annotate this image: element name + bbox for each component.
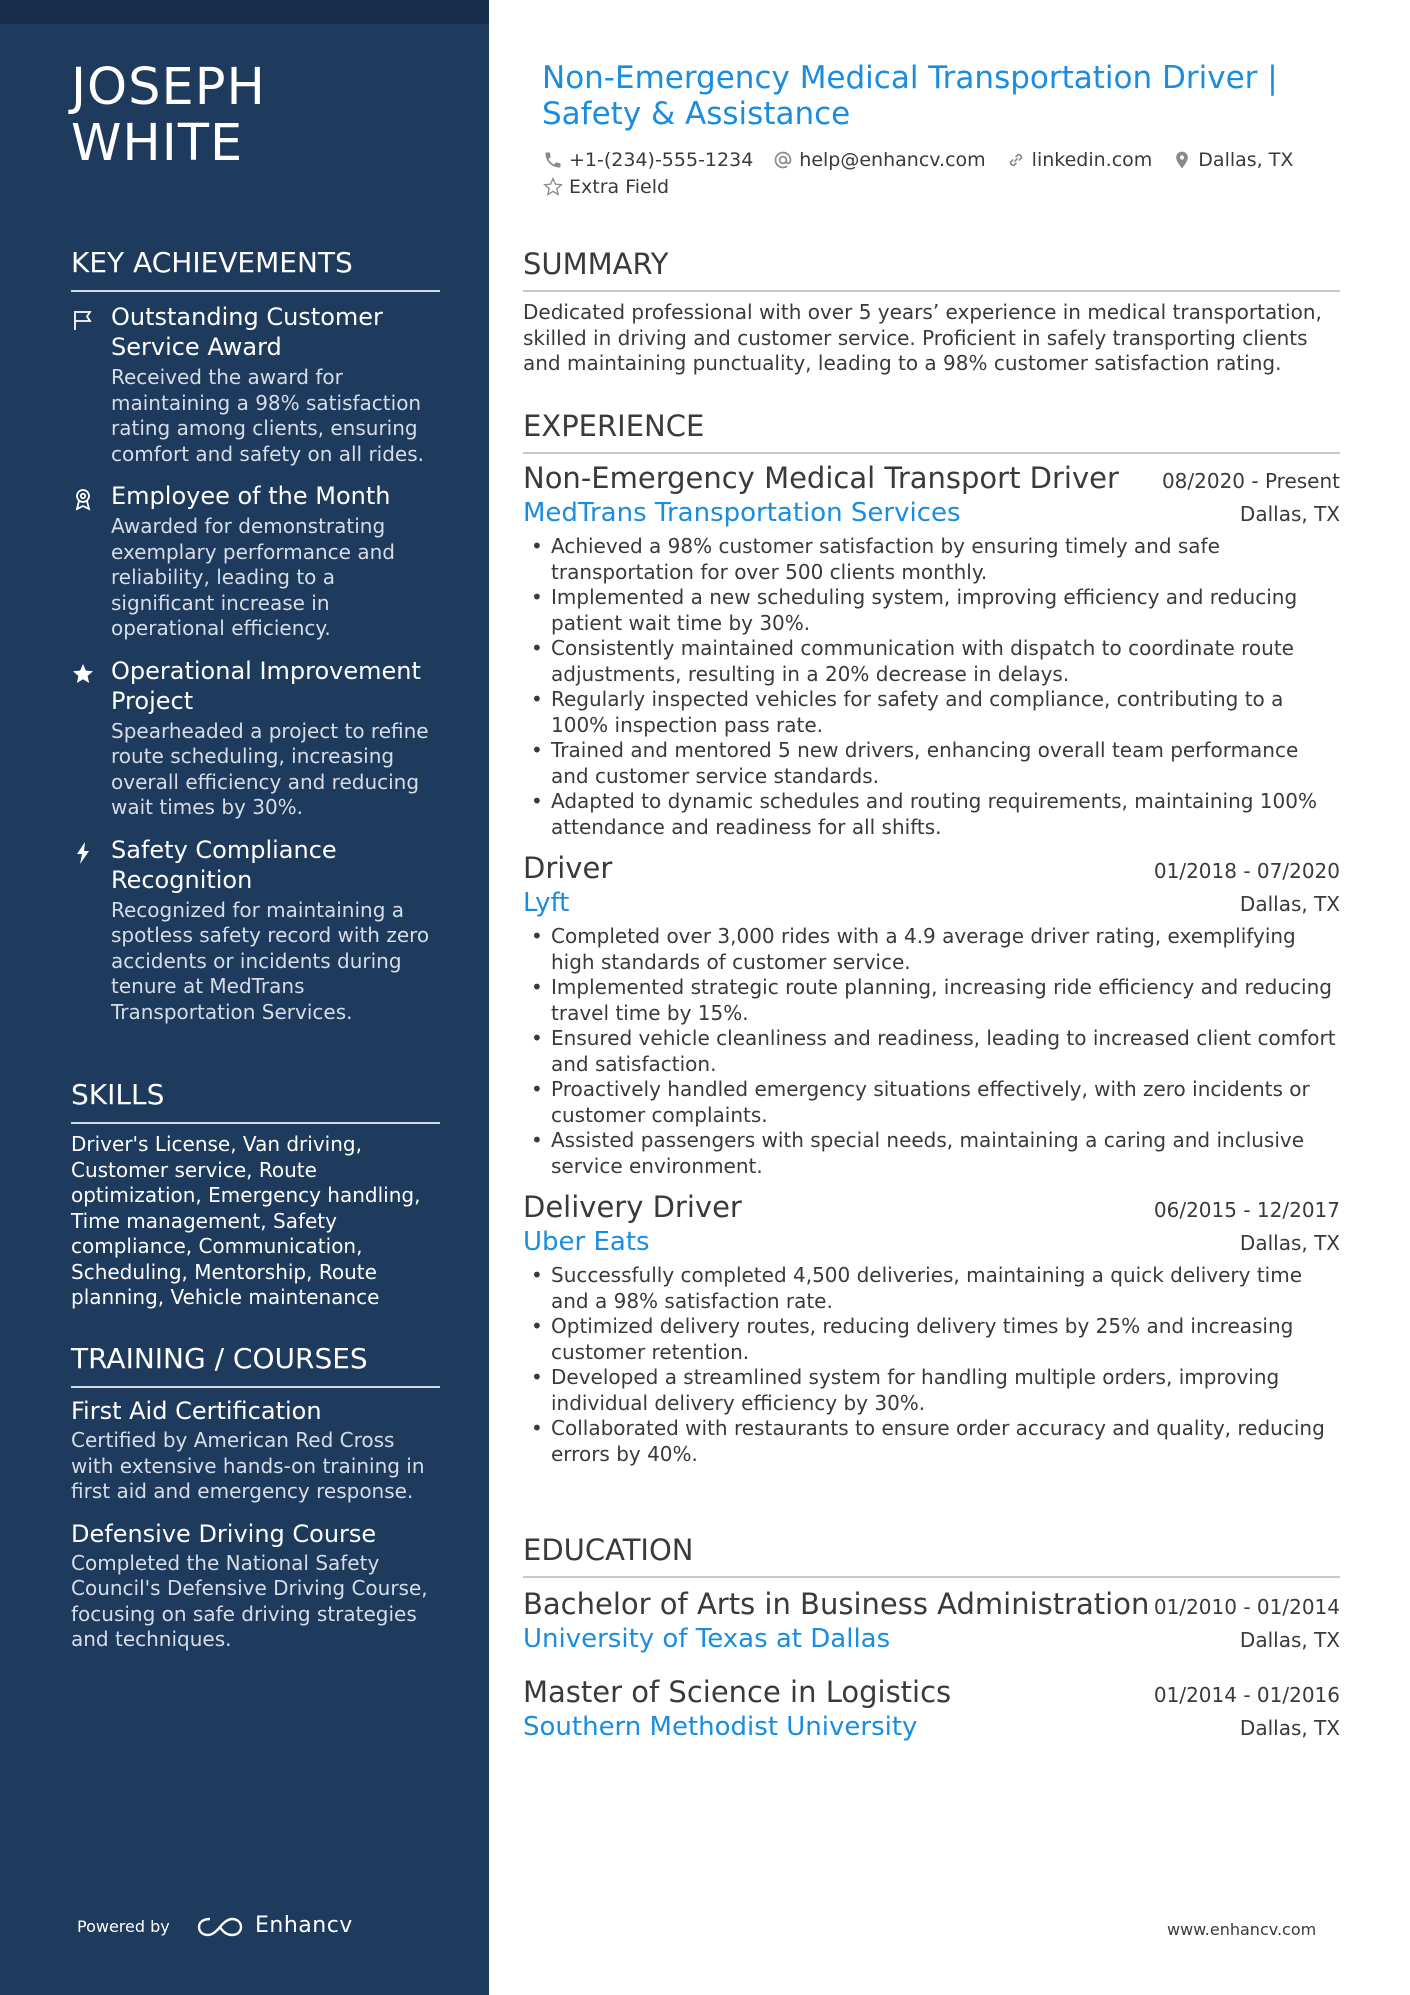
job-title: Non-Emergency Medical Transport Driver bbox=[523, 461, 1119, 495]
name-last: WHITE bbox=[71, 114, 244, 173]
star-icon bbox=[71, 662, 95, 686]
achievement-item bbox=[71, 481, 440, 642]
course-desc: Certified by American Red Cross with extensive hands-on training in first aid and emergency response. bbox=[71, 1428, 425, 1503]
achievement-desc: Awarded for demonstrating exemplary performance and reliability, leading to a significant increase in operational efficiency. bbox=[111, 514, 395, 640]
job-bullet: • Proactively handled emergency situations effectively, with zero incidents or customer complaints. bbox=[523, 1077, 1340, 1128]
job-entry bbox=[523, 460, 1340, 840]
job-bullet: • Assisted passengers with special needs, maintaining a caring and inclusive service environment. bbox=[523, 1128, 1340, 1179]
job-location: Dallas, TX bbox=[1239, 1231, 1340, 1255]
summary-text: Dedicated professional with over 5 years’ experience in medical transportation, skilled in driving and customer service. Proficient in safely transporting clients and maintaining punctuality, leading to a 98% customer satisfaction rating. bbox=[523, 300, 1322, 375]
education-date: 01/2010 - 01/2014 bbox=[1153, 1595, 1340, 1619]
education-section bbox=[523, 1532, 1340, 1744]
job-bullet: • Developed a streamlined system for handling multiple orders, improving individual delivery efficiency by 30%. bbox=[523, 1365, 1340, 1416]
job-bullet: • Implemented strategic route planning, increasing ride efficiency and reducing travel time by 15%. bbox=[523, 975, 1340, 1026]
job-bullets bbox=[523, 534, 1340, 840]
job-bullet: • Successfully completed 4,500 deliveries, maintaining a quick delivery time and a 98% satisfaction rate. bbox=[523, 1263, 1340, 1314]
job-bullet: • Regularly inspected vehicles for safety and compliance, contributing to a 100% inspection pass rate. bbox=[523, 687, 1340, 738]
job-location: Dallas, TX bbox=[1239, 502, 1340, 526]
course-item bbox=[71, 1519, 440, 1653]
key-achievements-heading: KEY ACHIEVEMENTS bbox=[71, 246, 440, 292]
summary-heading: SUMMARY bbox=[523, 246, 1340, 292]
job-bullets bbox=[523, 1263, 1340, 1467]
sidebar-top-bar bbox=[0, 0, 489, 24]
achievement-desc: Recognized for maintaining a spotless safety record with zero accidents or incidents during tenure at MedTrans Transportation Services. bbox=[111, 897, 430, 1024]
contact-email bbox=[773, 149, 985, 171]
contact-phone bbox=[543, 149, 753, 171]
course-item bbox=[71, 1396, 440, 1505]
skills-heading: SKILLS bbox=[71, 1078, 440, 1124]
resume-headline: Non-Emergency Medical Transportation Driver | Safety & Assistance bbox=[542, 60, 1278, 132]
job-bullet: • Trained and mentored 5 new drivers, enhancing overall team performance and customer service standards. bbox=[523, 738, 1340, 789]
powered-by-label: Powered by bbox=[77, 1917, 170, 1936]
sidebar bbox=[0, 0, 489, 1995]
achievement-title: Employee of the Month bbox=[111, 482, 391, 510]
experience-heading: EXPERIENCE bbox=[523, 408, 1340, 454]
job-title: Driver bbox=[523, 851, 613, 885]
degree-title: Master of Science in Logistics bbox=[523, 1675, 952, 1709]
job-entry bbox=[523, 850, 1340, 1179]
achievement-title: Safety Compliance Recognition bbox=[111, 835, 337, 894]
course-desc: Completed the National Safety Council's Defensive Driving Course, focusing on safe driving strategies and techniques. bbox=[71, 1550, 428, 1651]
linkedin-text[interactable]: linkedin.com bbox=[1031, 149, 1153, 171]
course-title: Defensive Driving Course bbox=[71, 1519, 377, 1548]
job-date: 06/2015 - 12/2017 bbox=[1153, 1198, 1340, 1222]
extra-field-text: Extra Field bbox=[569, 176, 670, 198]
education-entry bbox=[523, 1674, 1340, 1744]
star-outline-icon bbox=[543, 177, 563, 197]
achievement-title: Outstanding Customer Service Award bbox=[111, 303, 383, 361]
achievement-desc: Received the award for maintaining a 98% satisfaction rating among clients, ensuring comfort and safety on all rides. bbox=[111, 365, 425, 466]
achievement-title: Operational Improvement Project bbox=[111, 656, 421, 715]
school-name[interactable]: University of Texas at Dallas bbox=[523, 1624, 891, 1654]
name-first: JOSEPH bbox=[71, 58, 266, 117]
skills-list: Driver's License, Van driving, Customer service, Route optimization, Emergency handling, Time management, Safety compliance, Communication, Scheduling, Mentorship, Route planning, Vehicle maintenance bbox=[71, 1132, 421, 1309]
education-heading: EDUCATION bbox=[523, 1532, 1340, 1578]
education-location: Dallas, TX bbox=[1239, 1628, 1340, 1652]
key-achievements-section bbox=[71, 246, 440, 1025]
location-text: Dallas, TX bbox=[1198, 149, 1294, 171]
award-icon bbox=[71, 487, 95, 511]
job-bullets bbox=[523, 924, 1340, 1179]
at-icon bbox=[773, 150, 793, 170]
flag-icon bbox=[71, 308, 95, 332]
candidate-name bbox=[71, 60, 471, 172]
contact-row-extra bbox=[543, 176, 689, 198]
job-title: Delivery Driver bbox=[523, 1190, 742, 1224]
education-date: 01/2014 - 01/2016 bbox=[1153, 1683, 1340, 1707]
achievement-desc: Spearheaded a project to refine route scheduling, increasing overall efficiency and reducing wait times by 30%. bbox=[111, 718, 429, 819]
skills-section bbox=[71, 1078, 440, 1311]
job-company[interactable]: MedTrans Transportation Services bbox=[523, 498, 961, 528]
job-bullet: • Completed over 3,000 rides with a 4.9 average driver rating, exemplifying high standards of customer service. bbox=[523, 924, 1340, 975]
job-entry bbox=[523, 1189, 1340, 1467]
job-company[interactable]: Uber Eats bbox=[523, 1227, 650, 1257]
job-bullet: • Implemented a new scheduling system, improving efficiency and reducing patient wait time by 30%. bbox=[523, 585, 1340, 636]
email-text[interactable]: help@enhancv.com bbox=[799, 149, 986, 171]
job-bullet: • Optimized delivery routes, reducing delivery times by 25% and increasing customer retention. bbox=[523, 1314, 1340, 1365]
contact-row bbox=[543, 149, 1313, 171]
contact-location bbox=[1172, 149, 1293, 171]
contact-extra bbox=[543, 176, 669, 198]
enhancv-brand-name[interactable]: Enhancv bbox=[255, 1913, 353, 1938]
enhancv-logo-icon bbox=[196, 1913, 244, 1941]
training-section bbox=[71, 1342, 440, 1653]
education-entry bbox=[523, 1586, 1340, 1656]
degree-title: Bachelor of Arts in Business Administration bbox=[523, 1587, 1150, 1621]
job-bullet: • Achieved a 98% customer satisfaction by ensuring timely and safe transportation for over 500 clients monthly. bbox=[523, 534, 1340, 585]
contact-linkedin bbox=[1006, 149, 1153, 171]
footer-url[interactable]: www.enhancv.com bbox=[1167, 1920, 1317, 1939]
job-company[interactable]: Lyft bbox=[523, 888, 570, 918]
job-bullet: • Consistently maintained communication with dispatch to coordinate route adjustments, resulting in a 20% decrease in delays. bbox=[523, 636, 1340, 687]
job-bullet: • Adapted to dynamic schedules and routing requirements, maintaining 100% attendance and readiness for all shifts. bbox=[523, 789, 1340, 840]
achievement-item bbox=[71, 656, 440, 821]
job-date: 08/2020 - Present bbox=[1161, 469, 1340, 493]
location-pin-icon bbox=[1172, 150, 1192, 170]
job-bullet: • Ensured vehicle cleanliness and readiness, leading to increased client comfort and satisfaction. bbox=[523, 1026, 1340, 1077]
education-location: Dallas, TX bbox=[1239, 1716, 1340, 1740]
achievement-item bbox=[71, 835, 440, 1026]
lightning-icon bbox=[71, 841, 95, 865]
phone-icon bbox=[543, 150, 563, 170]
achievement-item bbox=[71, 302, 440, 467]
job-location: Dallas, TX bbox=[1239, 892, 1340, 916]
school-name[interactable]: Southern Methodist University bbox=[523, 1712, 918, 1742]
course-title: First Aid Certification bbox=[71, 1397, 322, 1425]
job-bullet: • Collaborated with restaurants to ensure order accuracy and quality, reducing errors by 40%. bbox=[523, 1416, 1340, 1467]
phone-text[interactable]: +1-(234)-555-1234 bbox=[569, 149, 754, 171]
link-icon bbox=[1006, 150, 1026, 170]
job-date: 01/2018 - 07/2020 bbox=[1153, 859, 1340, 883]
experience-section bbox=[523, 408, 1340, 1467]
training-heading: TRAINING / COURSES bbox=[71, 1342, 440, 1388]
summary-section bbox=[523, 246, 1340, 377]
